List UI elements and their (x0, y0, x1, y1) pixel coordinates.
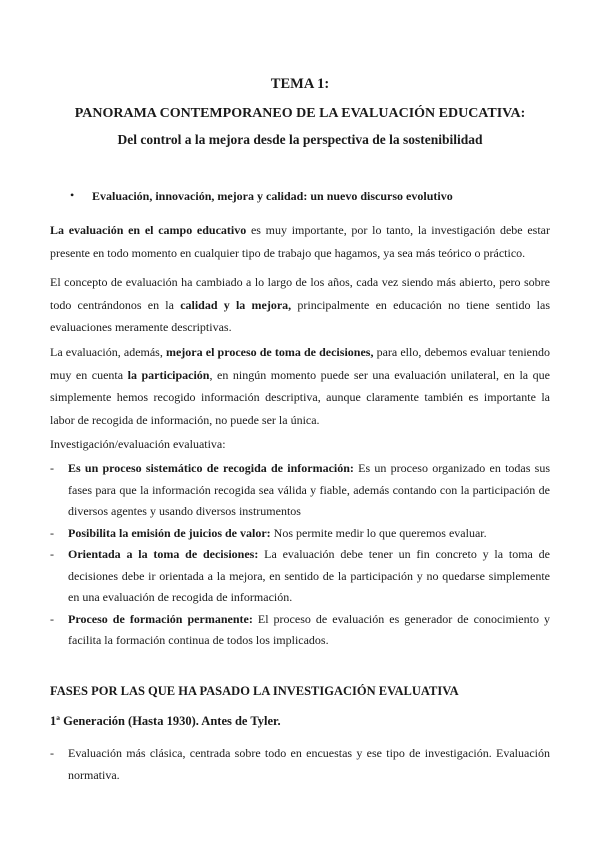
list-item (50, 544, 550, 609)
paragraph-text: , en ningún momento puede ser una evaluación unilateral, en la que simplemente hemos recogido información descriptiva, aunque claramente también es importante la labor de recogida de información, no puede ser la única. (50, 367, 550, 427)
phases-heading: FASES POR LAS QUE HA PASADO LA INVESTIGACIÓN EVALUATIVA (50, 684, 459, 698)
list-item-text: Evaluación más clásica, centrada sobre todo en encuestas y ese tipo de investigación. Evaluación normativa. (68, 746, 550, 782)
generation-heading: 1ª Generación (Hasta 1930). Antes de Tyler. (50, 714, 281, 728)
paragraph-2 (50, 271, 550, 339)
bullet-icon: • (70, 188, 75, 202)
dash-marker: - (50, 525, 54, 540)
list-item-text: Es un proceso organizado en todas sus fases para que la información recogida sea válida y fiable, además contando con la participación de diversos agentes y usando diversos instrumentos (68, 461, 551, 518)
list-item-text: La evaluación debe tener un fin concreto y la toma de decisiones debe ir orientada a la mejora, en sentido de la participación y no quedarse simplemente en una evaluación de recogida de información. (68, 547, 550, 604)
paragraph-1 (50, 219, 550, 264)
list-item (50, 609, 550, 652)
bold-text: La evaluación en el campo educativo (50, 223, 247, 237)
paragraph-4: Investigación/evaluación evaluativa: (50, 437, 226, 451)
list-item-text: Nos permite medir lo que queremos evaluar. (270, 525, 487, 540)
list-item (50, 458, 550, 523)
paragraph-text: La evaluación, además, (50, 345, 166, 359)
dash-marker: - (50, 547, 54, 561)
characteristics-list (50, 458, 550, 652)
list-item-text: El proceso de evaluación es generador de conocimiento y facilita la formación continua de todos los implicados. (68, 611, 550, 647)
document-title: PANORAMA CONTEMPORANEO DE LA EVALUACIÓN EDUCATIVA: (74, 106, 526, 121)
paragraph-text: principalmente en educación no tiene sentido las evaluaciones meramente descriptivas. (50, 297, 550, 334)
document-subtitle: Del control a la mejora desde la perspectiva de la sostenibilidad (117, 132, 483, 147)
dash-marker: - (50, 611, 54, 626)
paragraph-text: El concepto de evaluación ha cambiado a lo largo de los años, cada vez siendo más abierto, pero sobre todo centrándonos en la (50, 275, 550, 312)
list-item (50, 743, 550, 786)
paragraph-3 (50, 341, 550, 431)
bold-text: la participación (127, 367, 210, 382)
bold-text: Posibilita la emisión de juicios de valor: (68, 525, 271, 540)
bold-text: Proceso de formación permanente: (68, 611, 253, 626)
bold-text: calidad y la mejora, (180, 297, 292, 312)
topic-number: TEMA 1: (270, 76, 330, 92)
dash-marker: - (50, 461, 54, 475)
paragraph-text: para ello, debemos evaluar teniendo muy en cuenta (50, 345, 550, 382)
bold-text: Orientada a la toma de decisiones: (68, 547, 259, 561)
generation-list (50, 743, 550, 786)
paragraph-text: es muy importante, por lo tanto, la investigación debe estar presente en todo momento en cualquier tipo de trabajo que hagamos, ya sea más teórico o práctico. (50, 223, 550, 260)
list-item (50, 523, 550, 545)
bold-text: Es un proceso sistemático de recogida de información: (68, 461, 354, 475)
bold-text: mejora el proceso de toma de decisiones, (165, 345, 374, 359)
section-heading: Evaluación, innovación, mejora y calidad: un nuevo discurso evolutivo (92, 189, 453, 203)
dash-marker: - (50, 746, 54, 760)
